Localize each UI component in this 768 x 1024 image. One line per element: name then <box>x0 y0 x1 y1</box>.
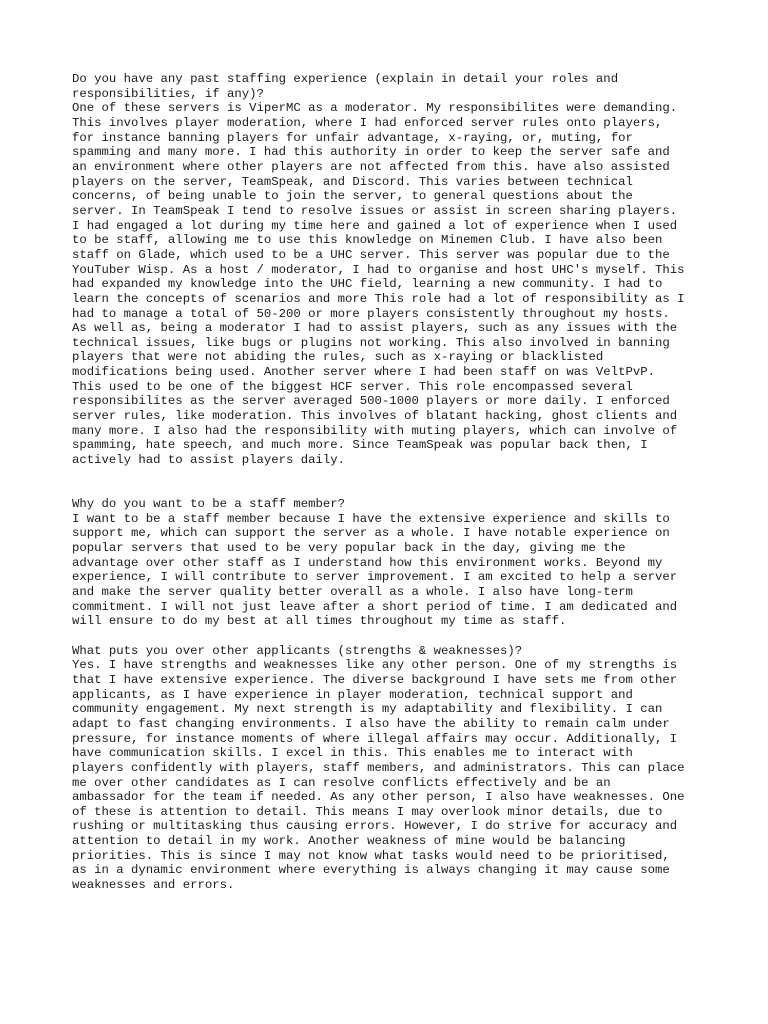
answer-line: server. In TeamSpeak I tend to resolve issues or assist in screen sharing players. <box>72 203 678 218</box>
answer-line: support me, which can support the server as a whole. I have notable experience on <box>72 526 670 541</box>
answer-line: experience, I will contribute to server improvement. I am excited to help a server <box>72 570 678 585</box>
answer-line: This used to be one of the biggest HCF server. This role encompassed several <box>72 379 633 394</box>
answer-line: I want to be a staff member because I have the extensive experience and skills to <box>72 511 670 526</box>
answer-line: adapt to fast changing environments. I also have the ability to remain calm under <box>72 716 670 731</box>
section-strengths-weaknesses <box>72 644 712 893</box>
answer-line: priorities. This is since I may not know what tasks would need to be prioritised, <box>72 848 670 863</box>
answer-line: an environment where other players are not affected from this. have also assisted <box>72 159 670 174</box>
answer-why-staff <box>72 512 712 629</box>
answer-line: weaknesses and errors. <box>72 878 235 893</box>
answer-line: had to manage a total of 50-200 or more players consistently throughout my hosts. <box>72 306 670 321</box>
section-why-staff <box>72 497 712 629</box>
question-why-staff <box>72 497 712 512</box>
answer-line: players that were not abiding the rules, such as x-raying or blacklisted <box>72 350 604 365</box>
answer-line: commitment. I will not just leave after a short period of time. I am dedicated and <box>72 599 678 614</box>
section-spacer <box>72 468 712 497</box>
question-line: responsibilities, if any)? <box>72 86 264 101</box>
document-page <box>72 72 712 893</box>
answer-line: as in a dynamic environment where everything is always changing it may cause some <box>72 863 670 878</box>
question-line: Do you have any past staffing experience (explain in detail your roles and <box>72 72 619 86</box>
answer-line: concerns, of being unable to join the server, to general questions about the <box>72 189 633 204</box>
answer-line: spamming and many more. I had this authority in order to keep the server safe and <box>72 145 670 160</box>
answer-line: technical issues, like bugs or plugins not working. This also involved in banning <box>72 335 670 350</box>
answer-line: ambassador for the team if needed. As any other person, I also have weaknesses. One <box>72 790 685 805</box>
answer-line: community engagement. My next strength is my adaptability and flexibility. I can <box>72 702 663 717</box>
answer-line: attention to detail in my work. Another weakness of mine would be balancing <box>72 834 626 849</box>
answer-line: of these is attention to detail. This means I may overlook minor details, due to <box>72 804 663 819</box>
answer-line: had expanded my knowledge into the UHC field, learning a new community. I had to <box>72 277 663 292</box>
answer-line: staff on Glade, which used to be a UHC server. This server was popular due to the <box>72 247 670 262</box>
answer-line: applicants, as I have experience in player moderation, technical support and <box>72 687 633 702</box>
answer-line: modifications being used. Another server where I had been staff on was VeltPvP. <box>72 365 655 380</box>
answer-line: I had engaged a lot during my time here and gained a lot of experience when I used <box>72 218 678 233</box>
question-strengths-weaknesses <box>72 644 712 659</box>
answer-line: advantage over other staff as I understand how this environment works. Beyond my <box>72 555 663 570</box>
answer-line: spamming, hate speech, and much more. Since TeamSpeak was popular back then, I <box>72 438 648 453</box>
answer-line: have communication skills. I excel in this. This enables me to interact with <box>72 746 633 761</box>
answer-strengths-weaknesses <box>72 658 712 893</box>
answer-line: As well as, being a moderator I had to assist players, such as any issues with the <box>72 321 678 336</box>
question-staffing-experience <box>72 72 712 101</box>
answer-line: YouTuber Wisp. As a host / moderator, I had to organise and host UHC's myself. This <box>72 262 685 277</box>
answer-line: pressure, for instance moments of where illegal affairs may occur. Additionally, I <box>72 731 678 746</box>
answer-line: learn the concepts of scenarios and more This role had a lot of responsibility as I <box>72 291 685 306</box>
answer-line: to be staff, allowing me to use this knowledge on Minemen Club. I have also been <box>72 233 663 248</box>
question-line: What puts you over other applicants (strengths & weaknesses)? <box>72 643 523 658</box>
question-line: Why do you want to be a staff member? <box>72 497 346 512</box>
answer-staffing-experience <box>72 101 712 467</box>
answer-line: popular servers that used to be very popular back in the day, giving me the <box>72 541 626 556</box>
answer-line: many more. I also had the responsibility with muting players, which can involve of <box>72 423 678 438</box>
answer-line: Yes. I have strengths and weaknesses like any other person. One of my strengths is <box>72 658 678 673</box>
answer-line: actively had to assist players daily. <box>72 453 346 468</box>
answer-line: for instance banning players for unfair advantage, x-raying, or, muting, for <box>72 130 633 145</box>
section-spacer <box>72 629 712 644</box>
answer-line: players confidently with players, staff members, and administrators. This can place <box>72 760 685 775</box>
answer-line: server rules, like moderation. This involves of blatant hacking, ghost clients and <box>72 409 678 424</box>
answer-line: that I have extensive experience. The diverse background I have sets me from other <box>72 672 678 687</box>
section-staffing-experience <box>72 72 712 468</box>
answer-line: me over other candidates as I can resolve conflicts effectively and be an <box>72 775 611 790</box>
answer-line: responsibilites as the server averaged 500-1000 players or more daily. I enforced <box>72 394 670 409</box>
answer-line: rushing or multitasking thus causing errors. However, I do strive for accuracy and <box>72 819 678 834</box>
answer-line: and make the server quality better overall as a whole. I also have long-term <box>72 584 633 599</box>
answer-line: One of these servers is ViperMC as a moderator. My responsibilites were demanding. <box>72 101 678 116</box>
answer-line: will ensure to do my best at all times throughout my time as staff. <box>72 614 567 629</box>
answer-line: This involves player moderation, where I had enforced server rules onto players, <box>72 115 663 130</box>
answer-line: players on the server, TeamSpeak, and Discord. This varies between technical <box>72 174 633 189</box>
